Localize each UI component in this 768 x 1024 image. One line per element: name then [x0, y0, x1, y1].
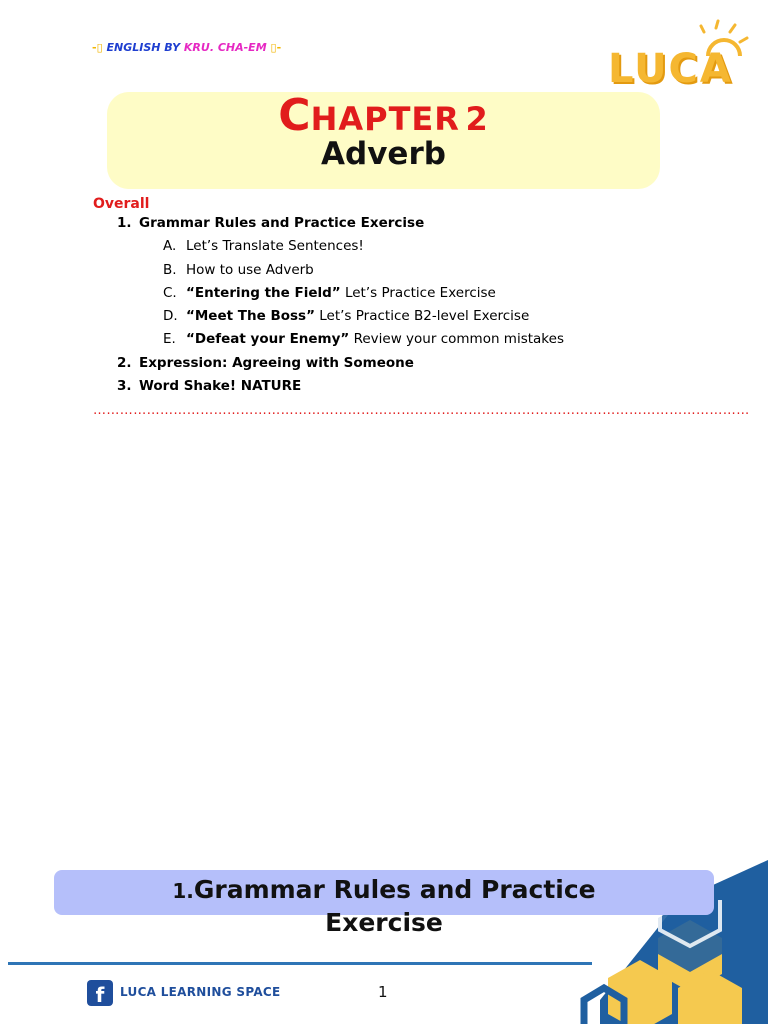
subitem-bold-text: “Meet The Boss”: [186, 308, 315, 324]
page-number: 1: [378, 983, 388, 1001]
header-emoji-right-icon: ▯: [270, 41, 277, 54]
chapter-initial: C: [278, 90, 311, 141]
header-english-by: ENGLISH BY: [106, 41, 181, 54]
footer-divider: [8, 962, 592, 965]
item-text: Word Shake! NATURE: [139, 378, 302, 394]
overview-item: [117, 214, 424, 232]
overview-subitem: [163, 237, 364, 255]
overview-subitem: [163, 284, 496, 302]
footer-brand: LUCA LEARNING SPACE: [120, 985, 281, 999]
item-text: Grammar Rules and Practice Exercise: [139, 215, 425, 231]
overall-label: Overall: [93, 196, 150, 212]
logo-text: LUCA: [608, 46, 733, 92]
overview-item: [117, 377, 301, 395]
chapter-number: 2: [465, 100, 489, 138]
subitem-letter: E.: [163, 331, 176, 347]
subitem-text: Review your common mistakes: [349, 331, 564, 347]
subitem-bold-text: “Defeat your Enemy”: [186, 331, 350, 347]
item-text: Expression: Agreeing with Someone: [139, 355, 414, 371]
subitem-text: Let’s Practice B2-level Exercise: [314, 308, 530, 324]
dotted-separator: …………………………………………………………………………………………………………………………………: [93, 403, 750, 418]
item-number: 1.: [117, 215, 132, 231]
section-title-text: Grammar Rules and Practice Exercise: [193, 875, 596, 937]
subitem-text: Let’s Translate Sentences!: [186, 238, 364, 254]
chapter-heading: [107, 90, 660, 141]
overview-item: [117, 354, 414, 372]
subitem-letter: C.: [163, 285, 177, 301]
subitem-letter: D.: [163, 308, 178, 324]
section-heading-bar: [54, 870, 714, 937]
subitem-letter: A.: [163, 238, 177, 254]
header-teacher-name: KRU. CHA-EM: [183, 41, 267, 54]
page-header: [92, 41, 281, 54]
overview-subitem: [163, 307, 529, 325]
header-deco-right: -: [276, 41, 282, 54]
luca-logo: [606, 18, 756, 92]
chapter-title-box: [107, 92, 660, 189]
facebook-icon: f: [87, 980, 113, 1006]
chapter-word: HAPTER: [310, 100, 460, 138]
subitem-bold-text: “Entering the Field”: [186, 285, 341, 301]
overview-subitem: [163, 261, 314, 279]
header-emoji-left-icon: ▯: [96, 41, 103, 54]
header-deco-left: -: [92, 41, 97, 54]
chapter-subtitle: Adverb: [321, 136, 446, 172]
item-number: 2.: [117, 355, 132, 371]
item-number: 3.: [117, 378, 132, 394]
section-number: 1.: [172, 879, 194, 903]
subitem-text: How to use Adverb: [186, 262, 314, 278]
overview-subitem: [163, 330, 564, 348]
subitem-text: Let’s Practice Exercise: [340, 285, 496, 301]
section-title: [54, 874, 714, 938]
subitem-letter: B.: [163, 262, 177, 278]
